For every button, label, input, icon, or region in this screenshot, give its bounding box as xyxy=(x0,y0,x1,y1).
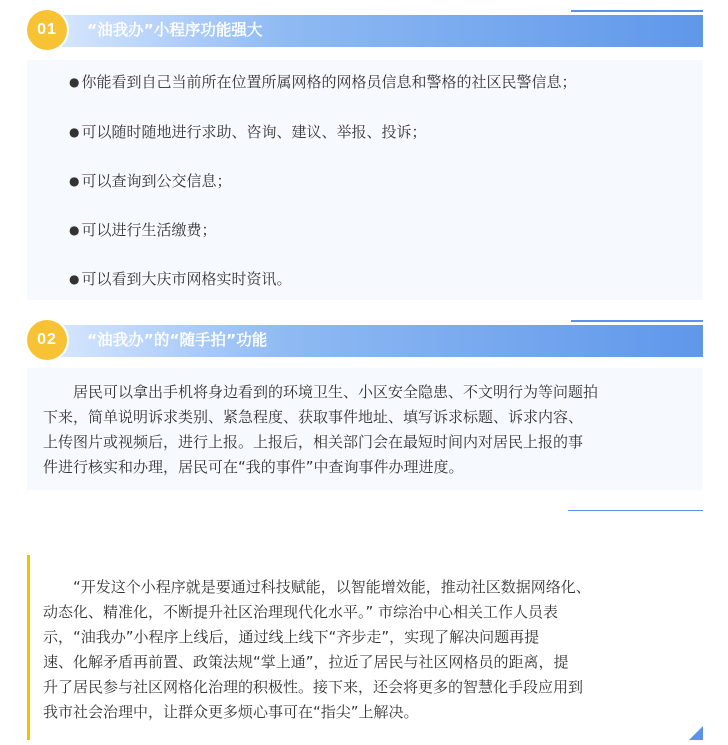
quote-text xyxy=(43,575,693,725)
list-item: ● 你能看到自己当前所在位置所属网格的网格员信息和警格的社区民警信息； xyxy=(69,72,577,93)
section-2-panel xyxy=(27,368,703,490)
paragraph-line: 下来，简单说明诉求类别、紧急程度、获取事件地址、填写诉求标题、诉求内容、 xyxy=(43,408,584,426)
paragraph-line: 速、化解矛盾再前置、政策法规“掌上通”，拉近了居民与社区网格员的距离，提 xyxy=(43,653,569,671)
paragraph-line: 上传图片或视频后，进行上报。上报后，相关部门会在最短时间内对居民上报的事 xyxy=(43,433,584,451)
divider-line xyxy=(568,510,703,511)
paragraph-line: 升了居民参与社区网格化治理的积极性。接下来，还会将更多的智慧化手段应用到 xyxy=(43,678,584,696)
quote-box xyxy=(27,555,703,740)
corner-triangle-icon xyxy=(689,726,703,740)
section-title: “油我办”小程序功能强大 xyxy=(87,21,263,39)
list-item: ● 可以查询到公交信息； xyxy=(69,171,232,192)
section-title: “油我办”的“随手拍”功能 xyxy=(87,331,268,349)
paragraph-line: 我市社会治理中，让群众更多烦心事可在“指尖”上解决。 xyxy=(43,703,419,721)
paragraph-line: “开发这个小程序就是要通过科技赋能，以智能增效能，推动社区数据网络化、 xyxy=(73,578,591,596)
header-accent-line xyxy=(571,320,703,322)
paragraph-line: 居民可以拿出手机将身边看到的环境卫生、小区安全隐患、不文明行为等问题拍 xyxy=(73,383,599,401)
list-item: ● 可以看到大庆市网格实时资讯。 xyxy=(69,269,292,290)
section-2-header xyxy=(27,320,703,360)
paragraph xyxy=(43,380,693,480)
quote-accent-bar xyxy=(27,555,30,740)
section-1-header xyxy=(27,10,703,50)
paragraph-line: 动态化、精准化，不断提升社区治理现代化水平。” 市综治中心相关工作人员表 xyxy=(43,603,559,621)
header-accent-line xyxy=(571,10,703,12)
section-number-badge: 01 xyxy=(27,10,67,50)
paragraph-line: 示，“油我办”小程序上线后，通过线上线下“齐步走”，实现了解决问题再提 xyxy=(43,628,540,646)
section-1-panel xyxy=(27,60,703,300)
list-item: ● 可以进行生活缴费； xyxy=(69,220,217,241)
list-item: ● 可以随时随地进行求助、咨询、建议、举报、投诉； xyxy=(69,122,427,143)
section-number-badge: 02 xyxy=(27,320,67,360)
paragraph-line: 件进行核实和办理，居民可在“我的事件”中查询事件办理进度。 xyxy=(43,458,464,476)
